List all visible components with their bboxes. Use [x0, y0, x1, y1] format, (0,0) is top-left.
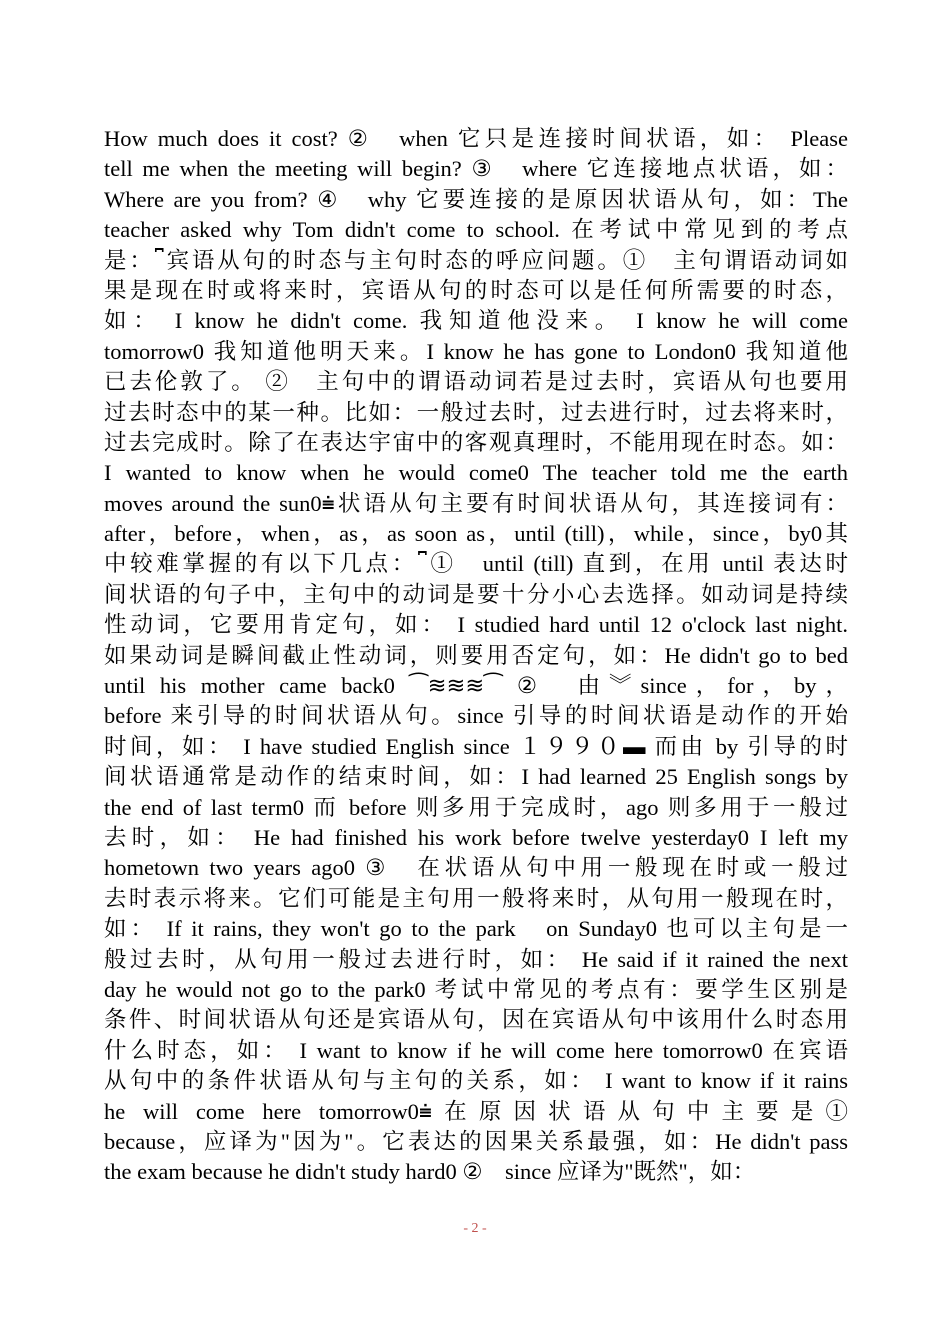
body-text	[104, 124, 848, 1188]
text-line: 条件、时间状语从句还是宾语从句，因在宾语从句中该用什么时态用	[104, 1007, 848, 1033]
text-line: teacher asked why Tom didn't come to school. 在考试中常见到的考点	[104, 217, 848, 243]
text-line: 如： I know he didn't come. 我知道他没来。 I know he will come	[104, 308, 848, 334]
text-line: the end of last term0 而 before 则多用于完成时，ago 则多用于一般过	[104, 794, 848, 820]
text-line: tomorrow0 我知道他明天来。I know he has gone to London0 我知道他	[104, 338, 848, 364]
text-line: How much does it cost? ② when 它只是连接时间状语，如： Please	[104, 126, 848, 151]
text-line: 中较难掌握的有以下几点：⎴① until (till) 直到，在用 until 表达时	[104, 551, 848, 577]
text-line: 已去伦敦了。 ② 主句中的谓语动词若是过去时，宾语从句也要用	[104, 369, 848, 395]
text-line: 去时表示将来。它们可能是主句用一般将来时，从句用一般现在时，	[104, 885, 848, 911]
text-line: 果是现在时或将来时，宾语从句的时态可以是任何所需要的时态，	[104, 277, 848, 303]
text-line: hometown two years ago0 ③ 在状语从句中用一般现在时或一般过	[104, 855, 848, 881]
text-line: 间状语的句子中，主句中的动词是要十分小心去选择。如动词是持续	[104, 581, 848, 607]
text-line: 性动词，它要用肯定句，如： I studied hard until 12 o'clock last night.	[104, 612, 848, 638]
text-line: because，应译为"因为"。它表达的因果关系最强，如：He didn't pass	[104, 1128, 848, 1154]
text-line: I wanted to know when he would come0 The teacher told me the earth	[104, 460, 848, 486]
text-line: day he would not go to the park0 考试中常见的考点有：要学生区别是	[104, 976, 848, 1002]
text-line: 去时，如： He had finished his work before twelve yesterday0 I left my	[104, 824, 848, 850]
text-line: he will come here tomorrow0⩧在原因状语从句中主要是①	[104, 1098, 848, 1124]
text-line: 如果动词是瞬间截止性动词，则要用否定句，如：He didn't go to bed	[104, 642, 848, 668]
text-line: 从句中的条件状语从句与主句的关系，如： I want to know if it rains	[104, 1068, 848, 1094]
text-line: 过去完成时。除了在表达宇宙中的客观真理时，不能用现在时态。如：	[104, 429, 848, 455]
text-line: Where are you from? ④ why 它要连接的是原因状语从句，如：The	[104, 186, 848, 212]
text-line: the exam because he didn't study hard0 ② since 应译为"既然"，如：	[104, 1159, 756, 1185]
text-line: 是：⎴宾语从句的时态与主句时态的呼应问题。① 主句谓语动词如	[104, 247, 848, 273]
text-line: 什么时态，如： I want to know if he will come here tomorrow0 在宾语	[104, 1037, 848, 1063]
text-line: 如： If it rains, they won't go to the park on Sunday0 也可以主句是一	[104, 916, 848, 942]
text-line: 时间，如： I have studied English since １９９０▬ 而由 by 引导的时	[104, 733, 848, 759]
text-line: moves around the sun0⩧状语从句主要有时间状语从句，其连接词有：	[104, 490, 848, 516]
text-line: after，before，when，as，as soon as，until (till)，while，since，by0其	[104, 521, 848, 547]
text-line: 般过去时，从句用一般过去进行时，如： He said if it rained the next	[104, 946, 848, 972]
text-line: until his mother came back0 ⁀≋≋≋⁀ ② 由︾since，for，by，	[104, 673, 848, 699]
text-line: 过去时态中的某一种。比如：一般过去时，过去进行时，过去将来时，	[104, 399, 848, 425]
text-line: 间状语通常是动作的结束时间，如：I had learned 25 English songs by	[104, 764, 848, 790]
text-line: before 来引导的时间状语从句。since 引导的时间状语是动作的开始	[104, 703, 848, 729]
text-line: tell me when the meeting will begin? ③ where 它连接地点状语，如：	[104, 156, 848, 182]
page-number: - 2 -	[463, 1221, 487, 1236]
